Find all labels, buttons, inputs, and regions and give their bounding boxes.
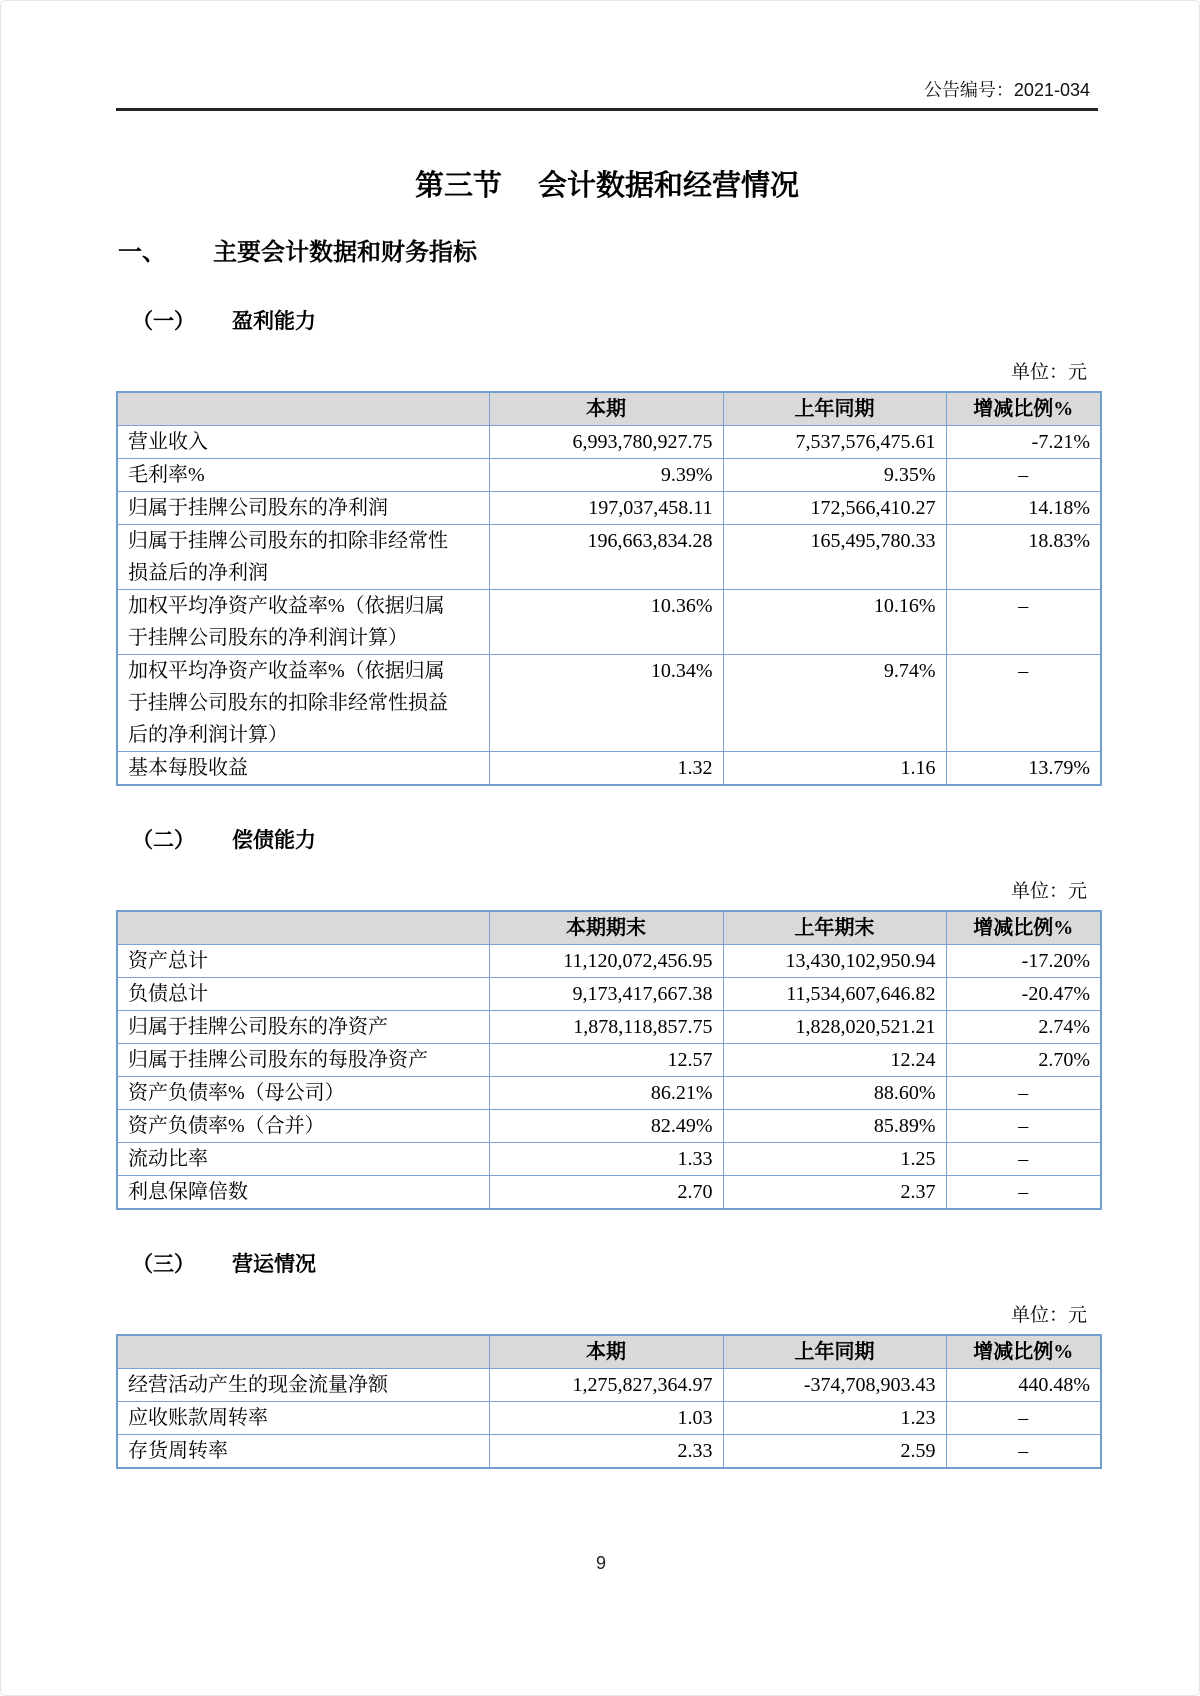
row-value: – xyxy=(946,459,1101,492)
row-value: – xyxy=(946,1077,1101,1110)
row-value: -7.21% xyxy=(946,426,1101,459)
column-header-current: 本期期末 xyxy=(489,911,723,945)
row-value: 13,430,102,950.94 xyxy=(723,945,946,978)
table-row xyxy=(117,1011,1101,1044)
row-value: 10.16% xyxy=(723,590,946,655)
table-header-row xyxy=(117,1335,1101,1369)
unit-label: 单位：元 xyxy=(1010,1305,1087,1326)
column-header-empty xyxy=(117,392,489,426)
table-row xyxy=(117,426,1101,459)
column-header-change: 增减比例% xyxy=(946,392,1101,426)
row-value: 11,534,607,646.82 xyxy=(723,978,946,1011)
row-value: -20.47% xyxy=(946,978,1101,1011)
row-value: 9,173,417,667.38 xyxy=(489,978,723,1011)
row-value: 1.16 xyxy=(723,752,946,786)
row-value: 2.70% xyxy=(946,1044,1101,1077)
page-title xyxy=(116,169,1098,203)
row-value: 1.03 xyxy=(489,1402,723,1435)
row-value: 9.39% xyxy=(489,459,723,492)
row-value: – xyxy=(946,1402,1101,1435)
table-row xyxy=(117,978,1101,1011)
row-value: 1.23 xyxy=(723,1402,946,1435)
row-value: 1,275,827,364.97 xyxy=(489,1369,723,1402)
row-label: 负债总计 xyxy=(117,978,489,1011)
main-heading xyxy=(118,239,1098,267)
row-value: 2.59 xyxy=(723,1435,946,1469)
row-value: 18.83% xyxy=(946,525,1101,590)
row-value: 14.18% xyxy=(946,492,1101,525)
section-solvency xyxy=(116,828,1098,1210)
row-value: 11,120,072,456.95 xyxy=(489,945,723,978)
row-value: -374,708,903.43 xyxy=(723,1369,946,1402)
table-header-row xyxy=(117,911,1101,945)
doc-number: 公告编号：2021-034 xyxy=(923,80,1090,100)
table-row xyxy=(117,945,1101,978)
section-profitability xyxy=(116,309,1098,786)
row-label: 加权平均净资产收益率%（依据归属于挂牌公司股东的净利润计算） xyxy=(117,590,489,655)
table-row xyxy=(117,492,1101,525)
unit-label: 单位：元 xyxy=(1010,362,1087,383)
row-value: 1,828,020,521.21 xyxy=(723,1011,946,1044)
row-value: 2.33 xyxy=(489,1435,723,1469)
row-value: 88.60% xyxy=(723,1077,946,1110)
column-header-current: 本期 xyxy=(489,1335,723,1369)
row-value: 1.32 xyxy=(489,752,723,786)
row-label: 存货周转率 xyxy=(117,1435,489,1469)
column-header-prior: 上年同期 xyxy=(723,392,946,426)
row-value: 440.48% xyxy=(946,1369,1101,1402)
column-header-empty xyxy=(117,911,489,945)
row-value: 13.79% xyxy=(946,752,1101,786)
section-heading xyxy=(132,1252,1098,1278)
row-value: – xyxy=(946,1143,1101,1176)
row-label: 资产负债率%（母公司） xyxy=(117,1077,489,1110)
main-heading-number: 一、 xyxy=(118,239,166,266)
row-label: 流动比率 xyxy=(117,1143,489,1176)
row-value: – xyxy=(946,1435,1101,1469)
row-value: 7,537,576,475.61 xyxy=(723,426,946,459)
row-value: 165,495,780.33 xyxy=(723,525,946,590)
table-row xyxy=(117,1435,1101,1469)
solvency-table xyxy=(116,910,1102,1210)
row-value: – xyxy=(946,1110,1101,1143)
row-value: 10.34% xyxy=(489,655,723,752)
table-row xyxy=(117,1402,1101,1435)
row-value: 12.57 xyxy=(489,1044,723,1077)
table-row xyxy=(117,1369,1101,1402)
row-value: – xyxy=(946,1176,1101,1210)
table-row xyxy=(117,1143,1101,1176)
row-value: 197,037,458.11 xyxy=(489,492,723,525)
operations-table xyxy=(116,1334,1102,1469)
row-value: 9.74% xyxy=(723,655,946,752)
column-header-current: 本期 xyxy=(489,392,723,426)
row-value: 6,993,780,927.75 xyxy=(489,426,723,459)
row-label: 资产负债率%（合并） xyxy=(117,1110,489,1143)
section-title: 营运情况 xyxy=(232,1253,316,1276)
section-heading xyxy=(132,828,1098,854)
row-value: 86.21% xyxy=(489,1077,723,1110)
row-value: 1.25 xyxy=(723,1143,946,1176)
row-value: 9.35% xyxy=(723,459,946,492)
section-title: 盈利能力 xyxy=(232,310,316,333)
table-row xyxy=(117,525,1101,590)
row-value: – xyxy=(946,655,1101,752)
profitability-table xyxy=(116,391,1102,786)
table-row xyxy=(117,1077,1101,1110)
title-section-number: 第三节 xyxy=(414,170,502,202)
section-title: 偿债能力 xyxy=(232,829,316,852)
row-value: 1.33 xyxy=(489,1143,723,1176)
column-header-change: 增减比例% xyxy=(946,911,1101,945)
row-value: 2.37 xyxy=(723,1176,946,1210)
section-number: （三） xyxy=(132,1253,195,1276)
title-text: 会计数据和经营情况 xyxy=(538,170,800,202)
unit-label: 单位：元 xyxy=(1010,881,1087,902)
table-row xyxy=(117,590,1101,655)
table-row xyxy=(117,1044,1101,1077)
column-header-prior: 上年同期 xyxy=(723,1335,946,1369)
table-row xyxy=(117,655,1101,752)
section-heading xyxy=(132,309,1098,335)
row-label: 经营活动产生的现金流量净额 xyxy=(117,1369,489,1402)
row-value: 2.74% xyxy=(946,1011,1101,1044)
column-header-empty xyxy=(117,1335,489,1369)
row-label: 利息保障倍数 xyxy=(117,1176,489,1210)
row-label: 资产总计 xyxy=(117,945,489,978)
table-row xyxy=(117,1176,1101,1210)
row-value: -17.20% xyxy=(946,945,1101,978)
row-label: 营业收入 xyxy=(117,426,489,459)
main-heading-text: 主要会计数据和财务指标 xyxy=(213,239,477,266)
column-header-change: 增减比例% xyxy=(946,1335,1101,1369)
row-value: 12.24 xyxy=(723,1044,946,1077)
section-number: （二） xyxy=(132,829,195,852)
row-label: 基本每股收益 xyxy=(117,752,489,786)
row-value: 172,566,410.27 xyxy=(723,492,946,525)
table-row xyxy=(117,459,1101,492)
row-value: 10.36% xyxy=(489,590,723,655)
table-header-row xyxy=(117,392,1101,426)
table-row xyxy=(117,1110,1101,1143)
row-value: – xyxy=(946,590,1101,655)
row-value: 85.89% xyxy=(723,1110,946,1143)
section-operations xyxy=(116,1252,1098,1469)
table-row xyxy=(117,752,1101,786)
column-header-prior: 上年期末 xyxy=(723,911,946,945)
row-label: 加权平均净资产收益率%（依据归属于挂牌公司股东的扣除非经常性损益后的净利润计算） xyxy=(117,655,489,752)
row-value: 1,878,118,857.75 xyxy=(489,1011,723,1044)
row-label: 归属于挂牌公司股东的净利润 xyxy=(117,492,489,525)
row-label: 归属于挂牌公司股东的每股净资产 xyxy=(117,1044,489,1077)
row-label: 毛利率% xyxy=(117,459,489,492)
row-label: 归属于挂牌公司股东的扣除非经常性损益后的净利润 xyxy=(117,525,489,590)
header-rule xyxy=(116,108,1098,111)
page-number: 9 xyxy=(595,1553,606,1573)
row-value: 196,663,834.28 xyxy=(489,525,723,590)
row-label: 应收账款周转率 xyxy=(117,1402,489,1435)
row-value: 82.49% xyxy=(489,1110,723,1143)
row-label: 归属于挂牌公司股东的净资产 xyxy=(117,1011,489,1044)
row-value: 2.70 xyxy=(489,1176,723,1210)
section-number: （一） xyxy=(132,310,195,333)
